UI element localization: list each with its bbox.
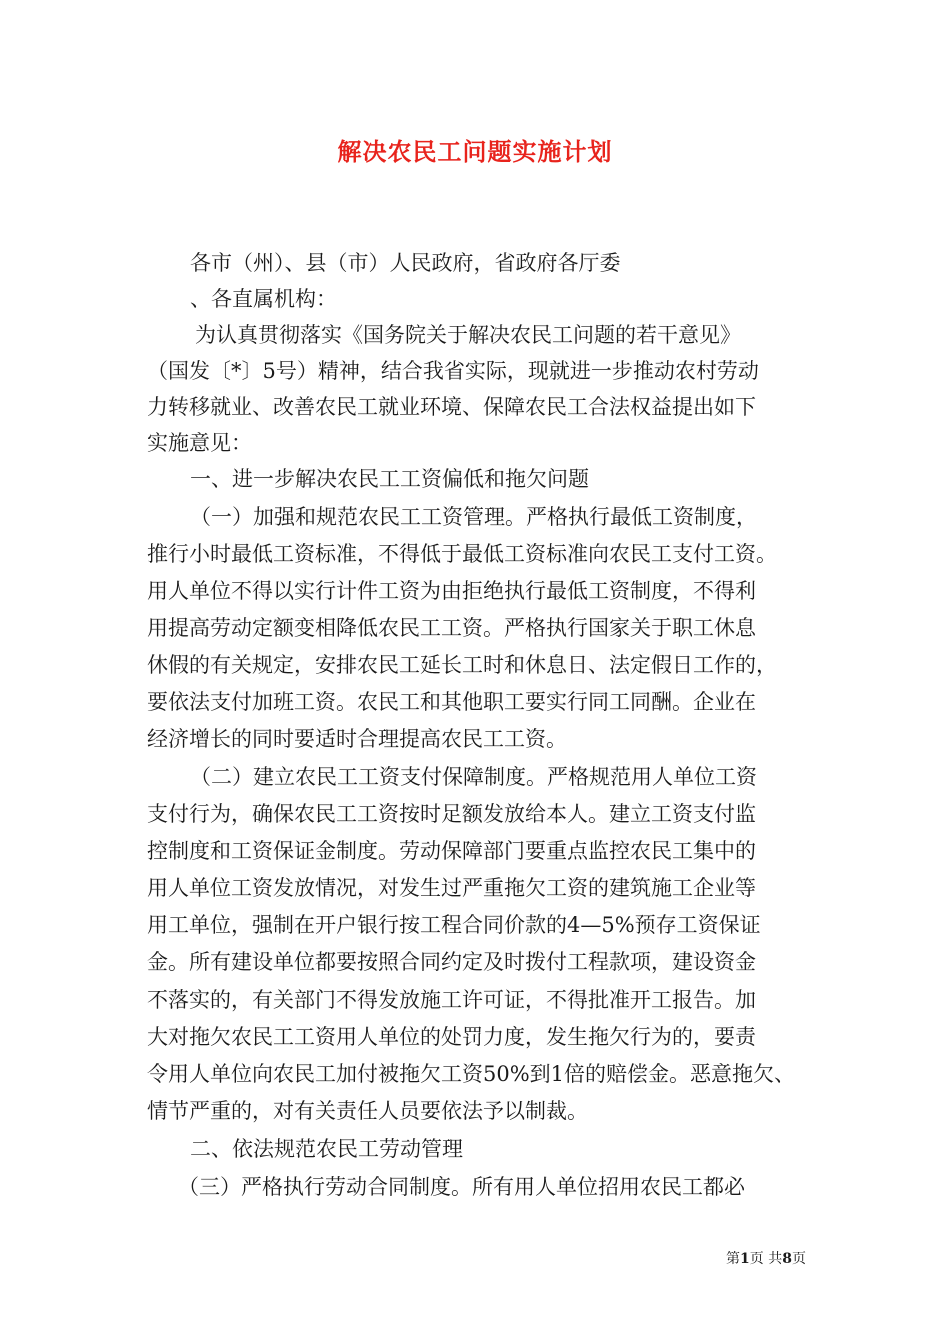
body-line: （二）建立农民工工资支付保障制度。严格规范用人单位工资 — [190, 765, 757, 789]
body-line: 力转移就业、改善农民工就业环境、保障农民工合法权益提出如下 — [147, 395, 756, 419]
section-heading: 一、进一步解决农民工工资偏低和拖欠问题 — [190, 467, 589, 491]
body-line: 大对拖欠农民工工资用人单位的处罚力度，发生拖欠行为的，要责 — [147, 1025, 756, 1049]
body-line: 金。所有建设单位都要按照合同约定及时拨付工程款项，建设资金 — [147, 950, 756, 974]
body-line: 经济增长的同时要适时合理提高农民工工资。 — [147, 727, 567, 751]
body-line: 实施意见： — [147, 431, 252, 455]
total-pages-number: 8 — [782, 1251, 792, 1267]
body-line: 控制度和工资保证金制度。劳动保障部门要重点监控农民工集中的 — [147, 839, 756, 863]
footer-suffix: 页 — [792, 1251, 806, 1267]
body-line: （三）严格执行劳动合同制度。所有用人单位招用农民工都必 — [178, 1175, 745, 1199]
body-line: 用人单位工资发放情况，对发生过严重拖欠工资的建筑施工企业等 — [147, 876, 756, 900]
body-line: 休假的有关规定，安排农民工延长工时和休息日、法定假日工作的， — [147, 653, 777, 677]
body-line: 要依法支付加班工资。农民工和其他职工要实行同工同酬。企业在 — [147, 690, 756, 714]
body-line: 令用人单位向农民工加付被拖欠工资50%到1倍的赔偿金。恶意拖欠、 — [147, 1062, 796, 1086]
body-line: （一）加强和规范农民工工资管理。严格执行最低工资制度， — [190, 505, 757, 529]
body-line: 各市（州）、县（市）人民政府，省政府各厅委 — [190, 251, 621, 275]
body-line: 为认真贯彻落实《国务院关于解决农民工问题的若干意见》 — [195, 323, 741, 347]
footer-middle: 页 共 — [749, 1251, 783, 1267]
document-title: 解决农民工问题实施计划 — [337, 137, 613, 166]
page-footer — [726, 1248, 806, 1268]
body-line: 情节严重的，对有关责任人员要依法予以制裁。 — [147, 1099, 588, 1123]
current-page-number: 1 — [740, 1251, 750, 1267]
body-line: 用工单位，强制在开户银行按工程合同价款的4—5%预存工资保证 — [147, 913, 761, 937]
body-line: 用提高劳动定额变相降低农民工工资。严格执行国家关于职工休息 — [147, 616, 756, 640]
body-line: 推行小时最低工资标准，不得低于最低工资标准向农民工支付工资。 — [147, 542, 777, 566]
body-line: 、各直属机构： — [190, 287, 337, 311]
section-heading: 二、依法规范农民工劳动管理 — [190, 1137, 463, 1161]
footer-prefix: 第 — [726, 1251, 741, 1267]
body-line: 用人单位不得以实行计件工资为由拒绝执行最低工资制度，不得利 — [147, 579, 756, 603]
body-line: （国发〔*〕5号）精神，结合我省实际，现就进一步推动农村劳动 — [147, 359, 759, 383]
body-line: 不落实的，有关部门不得发放施工许可证，不得批准开工报告。加 — [147, 988, 756, 1012]
body-line: 支付行为，确保农民工工资按时足额发放给本人。建立工资支付监 — [147, 802, 756, 826]
